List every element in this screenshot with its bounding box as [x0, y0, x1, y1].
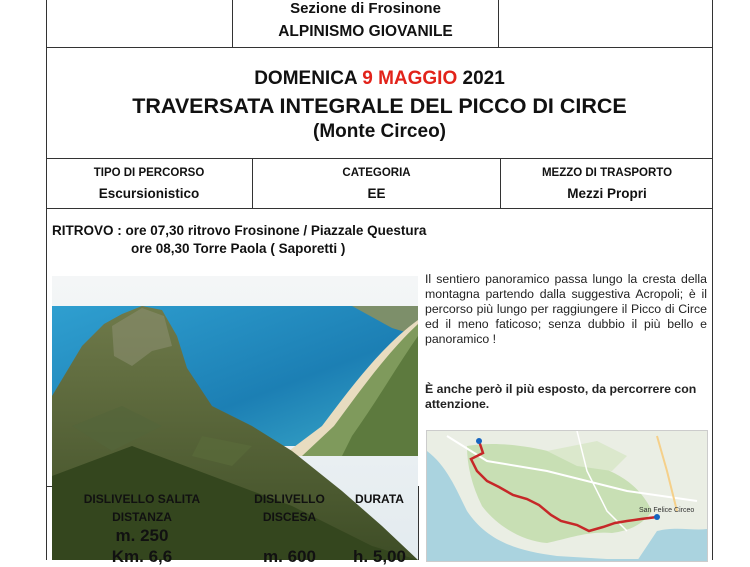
group-name: ALPINISMO GIOVANILE — [278, 23, 453, 40]
header-divider-right — [498, 0, 499, 47]
event-date — [46, 68, 713, 90]
stats-durata-value: h. 5,00 — [353, 547, 406, 566]
route-description: Il sentiero panoramico passa lungo la cresta della montagna partendo dalla suggestiva Acropoli; è il percorso più lungo per raggiungere il Picco di Circe ed il meno faticoso; senza dubbio il più bello e panoramico ! — [425, 272, 707, 346]
ritrovo-line-2: ore 08,30 Torre Paola ( Saporetti ) — [131, 241, 346, 256]
stats-distanza-value: Km. 6,6 — [111, 547, 173, 566]
header-categoria: CATEGORIA — [342, 167, 411, 179]
stats-durata-header: DURATA — [355, 492, 404, 506]
section-name: Sezione di Frosinone — [290, 0, 441, 17]
value-categoria: EE — [367, 186, 386, 201]
event-subtitle: (Monte Circeo) — [313, 121, 446, 142]
ritrovo-time-1: : ore 07,30 ritrovo Frosinone / Piazzale Questura — [117, 223, 427, 238]
stats-discesa-value: m. 600 — [263, 547, 316, 566]
stats-right-border — [418, 486, 419, 560]
stats-salita-header: DISLIVELLO SALITA — [83, 492, 201, 506]
header-tipo-percorso: TIPO DI PERCORSO — [93, 167, 205, 179]
stats-discesa-header-1: DISLIVELLO — [254, 492, 325, 506]
event-date-highlight: 9 MAGGIO — [362, 68, 458, 89]
route-map[interactable] — [426, 430, 708, 562]
route-warning: È anche però il più esposto, da percorrere con attenzione. — [425, 382, 697, 411]
ritrovo-line-1 — [52, 223, 426, 238]
header-mezzo-trasporto: MEZZO DI TRASPORTO — [541, 167, 673, 179]
stats-distanza-header: DISTANZA — [112, 510, 172, 524]
info-divider-1 — [252, 158, 253, 209]
stats-salita-value: m. 250 — [115, 526, 169, 545]
event-year: 2021 — [462, 68, 505, 89]
map-place-label: San Felice Circeo — [639, 507, 695, 514]
stats-discesa-header-2: DISCESA — [262, 510, 317, 524]
rule-title — [46, 158, 713, 159]
ritrovo-label: RITROVO — [52, 223, 114, 238]
event-day: DOMENICA — [254, 68, 357, 89]
value-mezzo-trasporto: Mezzi Propri — [567, 186, 647, 201]
value-tipo-percorso: Escursionistico — [98, 186, 200, 201]
info-divider-2 — [500, 158, 501, 209]
rule-info — [46, 208, 713, 209]
event-title: TRAVERSATA INTEGRALE DEL PICCO DI CIRCE — [132, 94, 627, 118]
rule-header — [46, 47, 713, 48]
